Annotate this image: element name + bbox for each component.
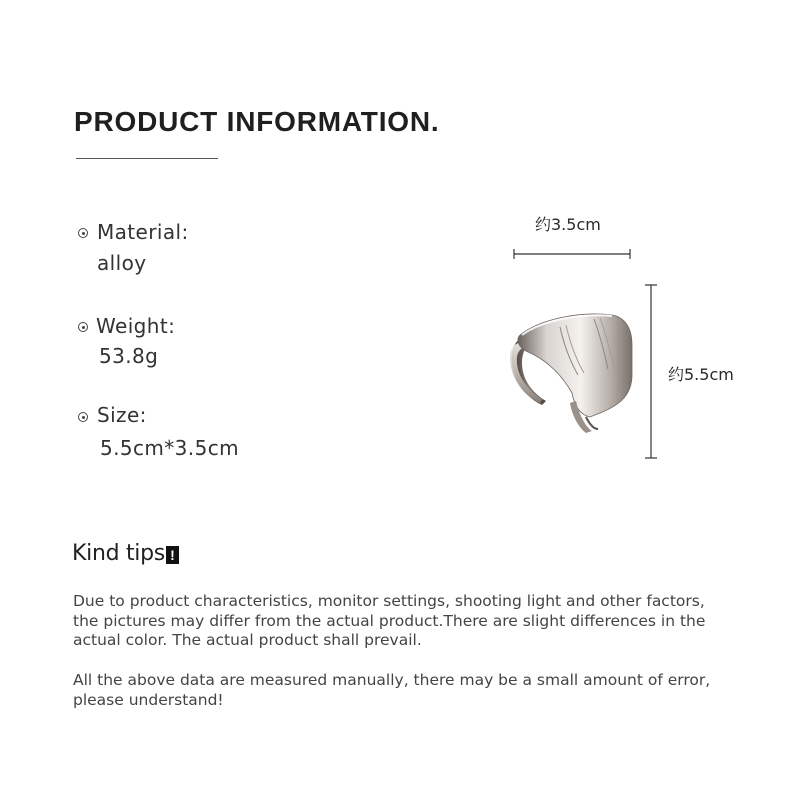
kind-tips-title: Kind tips (72, 541, 165, 566)
kind-tips-paragraph-2: All the above data are measured manually, there may be a small amount of error, please understand! (73, 671, 711, 709)
product-image-cuff-bracelet (500, 305, 645, 440)
spec-value-size: 5.5cm*3.5cm (100, 436, 239, 460)
bullet-icon (78, 228, 88, 238)
title-divider (76, 158, 218, 159)
width-dimension-label: 约3.5cm (535, 215, 601, 234)
kind-tips-paragraph-1: Due to product characteristics, monitor settings, shooting light and other factors, the pictures may differ from the actual product.There are slight differences in the actual color. The actual product shall prevail. (73, 592, 706, 649)
width-dimension-line (510, 246, 634, 262)
spec-label-material: Material: (97, 220, 189, 244)
height-dimension-label: 约5.5cm (668, 365, 734, 384)
spec-value-weight: 53.8g (99, 344, 159, 368)
spec-label-size: Size: (97, 403, 147, 427)
spec-value-material: alloy (97, 251, 147, 275)
page-title: PRODUCT INFORMATION. (74, 106, 440, 137)
bullet-icon (78, 412, 88, 422)
exclamation-icon: ! (166, 546, 179, 564)
spec-label-weight: Weight: (96, 314, 176, 338)
bullet-icon (78, 322, 88, 332)
